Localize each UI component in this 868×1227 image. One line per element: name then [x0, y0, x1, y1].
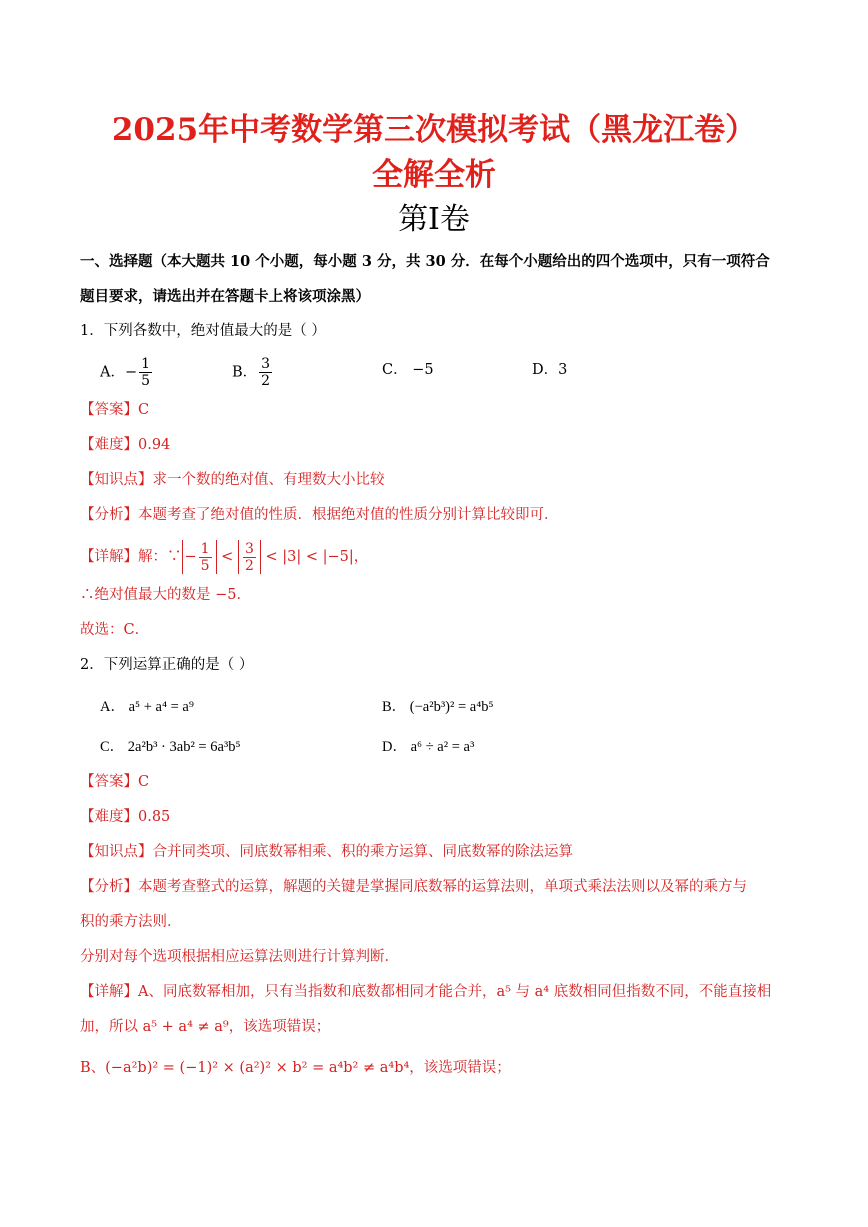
q1-option-a-denominator: 5 [141, 373, 151, 389]
q1-detail-abs-a-sign: − [184, 549, 197, 565]
q1-option-b-numerator: 3 [261, 356, 271, 372]
q2-knowledge-point: 【知识点】合并同类项、同底数幂相乘、积的乘方运算、同底数幂的除法运算 [80, 844, 573, 860]
q1-analysis: 【分析】本题考查了绝对值的性质．根据绝对值的性质分别计算比较即可． [80, 507, 559, 523]
q1-option-a-numerator: 1 [141, 356, 151, 372]
q1-detail-abs-b-denominator: 2 [244, 557, 254, 574]
q2-detail-line2: 加，所以 a⁵ + a⁴ ≠ a⁹，该选项错误； [80, 1019, 331, 1035]
section-heading-line1: 一、选择题（本大题共 10 个小题，每小题 3 分，共 30 分．在每个小题给出的四个选项中，只有一项符合 [80, 253, 770, 270]
q1-detail-abs-a [182, 540, 217, 574]
q2-option-b: B． (−a²b³)² = a⁴b⁵ [382, 699, 494, 715]
q1-option-b [232, 356, 274, 389]
q1-detail-prefix: 【详解】解：∵ [80, 549, 182, 565]
q2-stem: 2．下列运算正确的是（ ） [80, 657, 254, 673]
document-subtitle: 全解全析 [372, 157, 496, 193]
q1-option-b-denominator: 2 [261, 373, 271, 389]
q2-detail-line3: B、(−a²b)² = (−1)² × (a²)² × b² = a⁴b² ≠ a⁴b⁴，该选项错误； [80, 1060, 511, 1076]
q1-option-b-fraction [259, 356, 272, 389]
section-heading-line2: 题目要求，请选出并在答题卡上将该项涂黑） [80, 288, 370, 305]
q1-choice: 故选：C． [80, 622, 150, 638]
q2-analysis-line2: 积的乘方法则． [80, 914, 182, 930]
q1-option-c: C． −5 [382, 362, 434, 378]
q1-detail-tail: < |3| < |−5|， [260, 549, 369, 565]
q2-option-a: A． a⁵ + a⁴ = a⁹ [100, 699, 194, 715]
q1-option-b-label: B． [232, 364, 258, 381]
q2-option-c: C． 2a²b³ · 3ab² = 6a³b⁵ [100, 739, 241, 755]
q1-knowledge-point: 【知识点】求一个数的绝对值、有理数大小比较 [80, 472, 385, 488]
q1-option-a [100, 356, 154, 389]
q2-analysis-line1: 【分析】本题考查整式的运算，解题的关键是掌握同底数幂的运算法则，单项式乘法法则以及幂的乘方与 [80, 879, 747, 895]
volume-heading: 第I卷 [398, 202, 470, 237]
document-title: 2025年中考数学第三次模拟考试（黑龙江卷） [111, 112, 757, 148]
q2-difficulty: 【难度】0.85 [80, 809, 171, 825]
q1-stem: 1．下列各数中，绝对值最大的是（ ） [80, 323, 326, 339]
q1-detail-abs-a-numerator: 1 [200, 540, 210, 557]
q2-answer: 【答案】C [80, 774, 150, 790]
q1-option-d: D．3 [532, 362, 568, 378]
q2-detail-line1: 【详解】A、同底数幂相加，只有当指数和底数都相同才能合并，a⁵ 与 a⁴ 底数相同但指数不同，不能直接相 [80, 984, 772, 1000]
q1-option-a-sign: − [124, 364, 138, 381]
q1-conclusion: ∴绝对值最大的数是 −5． [80, 587, 251, 603]
q2-option-d: D． a⁶ ÷ a² = a³ [382, 739, 475, 755]
q1-option-a-label: A． [100, 364, 125, 381]
q1-option-a-fraction [139, 356, 152, 389]
q1-detail-abs-b-fraction [243, 541, 256, 574]
q1-detail-abs-a-fraction [199, 541, 212, 574]
q1-detail-abs-b-numerator: 3 [244, 540, 254, 557]
q2-analysis-line3: 分别对每个选项根据相应运算法则进行计算判断． [80, 949, 399, 965]
q1-answer: 【答案】C [80, 402, 150, 418]
q1-difficulty: 【难度】0.94 [80, 437, 171, 453]
q1-detail: 【详解】解：∵ − $\frac{1}{5}$ < $\frac{3}{2}$ < |3| < |−5|， [80, 540, 369, 574]
q1-detail-abs-b [238, 540, 261, 574]
q1-detail-abs-a-denominator: 5 [200, 557, 210, 574]
